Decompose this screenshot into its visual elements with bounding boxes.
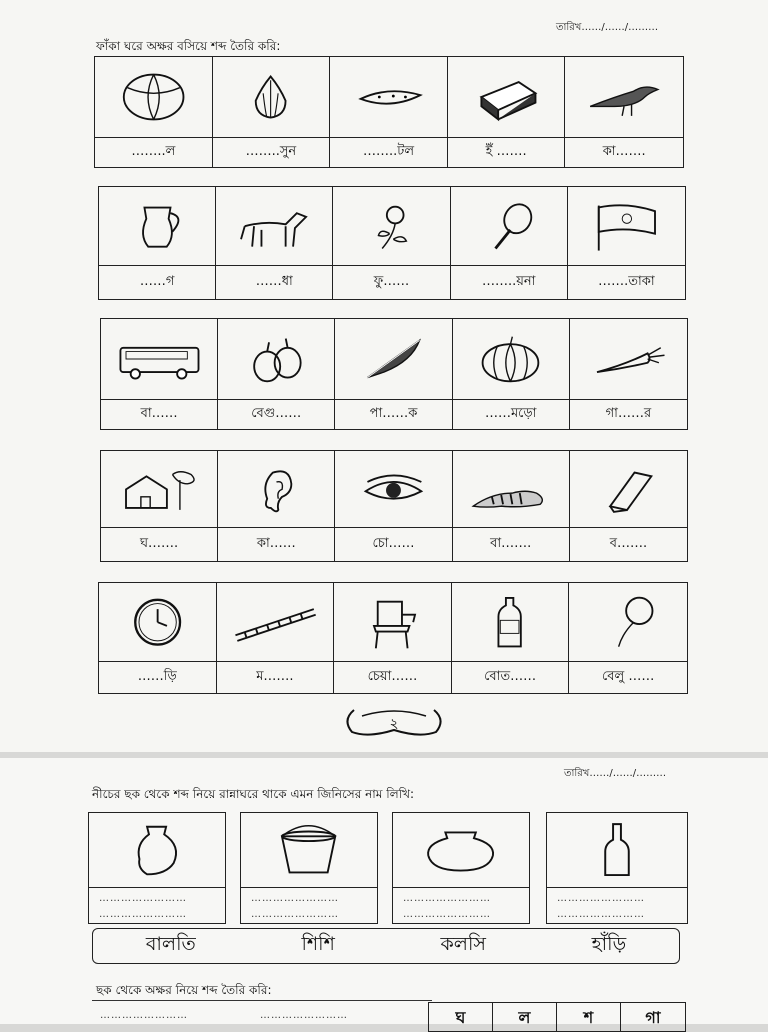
blank-word: ……গ	[139, 273, 175, 289]
pumpkin-icon	[453, 319, 569, 400]
exercise-cell	[453, 319, 570, 429]
mirror-icon	[451, 187, 567, 266]
exercise-row-1	[94, 56, 684, 168]
exercise-row-2	[98, 186, 686, 300]
answer-line: ……………………	[403, 909, 491, 920]
book-icon	[570, 451, 687, 528]
answer-line: ……………………	[99, 893, 187, 904]
exercise-cell	[335, 451, 452, 561]
answer-line: ……………………	[403, 893, 491, 904]
pot-icon	[393, 813, 529, 888]
jug-icon	[99, 187, 215, 266]
page-number-ornament	[338, 700, 450, 740]
tiger-icon	[453, 451, 569, 528]
blank-word: কা…….	[602, 143, 646, 159]
blank-word: ……..সুন	[245, 143, 297, 159]
blank-word: ……ড়ি	[137, 668, 177, 684]
blank-word: কা……	[256, 535, 296, 551]
brinjal-icon	[218, 319, 334, 400]
pitcher-icon	[89, 813, 225, 888]
exercise-cell	[335, 319, 452, 429]
exercise-row-5	[98, 582, 688, 694]
blank-word: চো……	[372, 535, 415, 551]
exercise-cell	[217, 583, 335, 693]
exercise-cell	[452, 583, 570, 693]
exercise-cell	[99, 583, 217, 693]
ladder-icon	[217, 583, 334, 662]
word-bank-item: কলসি	[440, 933, 486, 955]
instruction-text-2: নীচের ছক থেকে শব্দ নিয়ে রান্নাঘরে থাকে এমন জিনিসের নাম লিখি:	[92, 787, 414, 801]
exercise-cell	[565, 57, 683, 167]
letter-cell: ল	[493, 1003, 557, 1032]
exercise-cell	[99, 187, 216, 299]
date-field: তারিখ……/……/………	[556, 22, 659, 33]
exercise-cell	[218, 451, 335, 561]
chair-icon	[334, 583, 451, 662]
kitchen-card	[546, 812, 688, 924]
instruction-text-3: ছক থেকে অক্ষর নিয়ে শব্দ তৈরি করি:	[96, 983, 272, 997]
answer-line: ……………………	[99, 909, 187, 920]
exercise-row-4	[100, 450, 688, 562]
letter-cell: শ	[557, 1003, 621, 1032]
blank-word: পা……ক	[369, 405, 418, 421]
word-bank	[92, 928, 680, 964]
exercise-cell	[570, 319, 687, 429]
blank-word: ফু……	[373, 273, 410, 289]
answer-line: ……………………	[557, 893, 645, 904]
word-bank-item: শিশি	[301, 933, 335, 955]
blank-word: ব…….	[609, 535, 648, 551]
exercise-cell	[451, 187, 568, 299]
blank-word: ……মড়ো	[484, 405, 537, 421]
ball-icon	[95, 57, 212, 138]
answer-line: ……………………	[251, 893, 339, 904]
kitchen-items-row	[88, 812, 688, 924]
answer-line: ……………………	[251, 909, 339, 920]
clock-icon	[99, 583, 216, 662]
exercise-cell	[569, 583, 687, 693]
blank-word: চেয়া……	[367, 668, 418, 684]
date-field-2: তারিখ……/……/………	[564, 768, 667, 779]
blank-word: ……ধা	[255, 273, 293, 289]
blank-word: ……..ল	[131, 143, 176, 159]
blank-word: ঘ…….	[140, 535, 179, 551]
exercise-cell	[330, 57, 448, 167]
feather-icon	[335, 319, 451, 400]
kitchen-card	[240, 812, 378, 924]
letter-grid	[428, 1002, 686, 1032]
blank-word: …….তাকা	[598, 273, 655, 289]
pointed-gourd-icon	[330, 57, 447, 138]
answer-line: ……………………	[557, 909, 645, 920]
exercise-cell	[333, 187, 450, 299]
kitchen-card	[88, 812, 226, 924]
eye-icon	[335, 451, 451, 528]
blank-word: ……..টল	[362, 143, 415, 159]
blank-word: ইঁ …….	[485, 143, 527, 159]
blank-word: বেগু……	[251, 405, 302, 421]
flag-icon	[568, 187, 685, 266]
answer-line: ……………………	[260, 1010, 348, 1021]
blank-word: বেলু ……	[602, 668, 655, 684]
bucket-icon	[241, 813, 377, 888]
exercise-cell	[213, 57, 331, 167]
divider	[92, 1000, 432, 1001]
exercise-cell	[101, 319, 218, 429]
exercise-cell	[570, 451, 687, 561]
blank-word: গা……র	[605, 405, 652, 421]
ear-icon	[218, 451, 334, 528]
letter-cell: গা	[645, 1008, 661, 1027]
word-bank-item: হাঁড়ি	[591, 933, 627, 955]
crow-icon	[565, 57, 683, 138]
matchbox-icon	[448, 57, 565, 138]
exercise-cell	[95, 57, 213, 167]
answer-line: ……………………	[100, 1010, 188, 1021]
page-number: ২	[389, 716, 399, 732]
garlic-icon	[213, 57, 330, 138]
horse-icon	[216, 187, 332, 266]
flower-icon	[333, 187, 449, 266]
blank-word: বোত……	[484, 668, 537, 684]
exercise-cell	[568, 187, 685, 299]
letter-cell: ঘ	[429, 1003, 493, 1032]
kitchen-card	[392, 812, 530, 924]
bus-icon	[101, 319, 217, 400]
instruction-text: ফাঁকা ঘরে অক্ষর বসিয়ে শব্দ তৈরি করি:	[96, 39, 281, 53]
carrot-icon	[570, 319, 687, 400]
exercise-cell	[101, 451, 218, 561]
exercise-cell	[218, 319, 335, 429]
exercise-cell	[216, 187, 333, 299]
balloon-icon	[569, 583, 687, 662]
blank-word: বা……	[140, 405, 178, 421]
exercise-cell	[448, 57, 566, 167]
blank-word: ……..য়না	[481, 273, 536, 289]
exercise-row-3	[100, 318, 688, 430]
house-icon	[101, 451, 217, 528]
glass-bottle-icon	[547, 813, 687, 888]
word-bank-item: বালতি	[145, 933, 196, 955]
exercise-cell	[334, 583, 452, 693]
blank-word: বা…….	[490, 535, 532, 551]
bottle-icon	[452, 583, 569, 662]
blank-word: ম…….	[256, 668, 294, 684]
exercise-cell	[453, 451, 570, 561]
